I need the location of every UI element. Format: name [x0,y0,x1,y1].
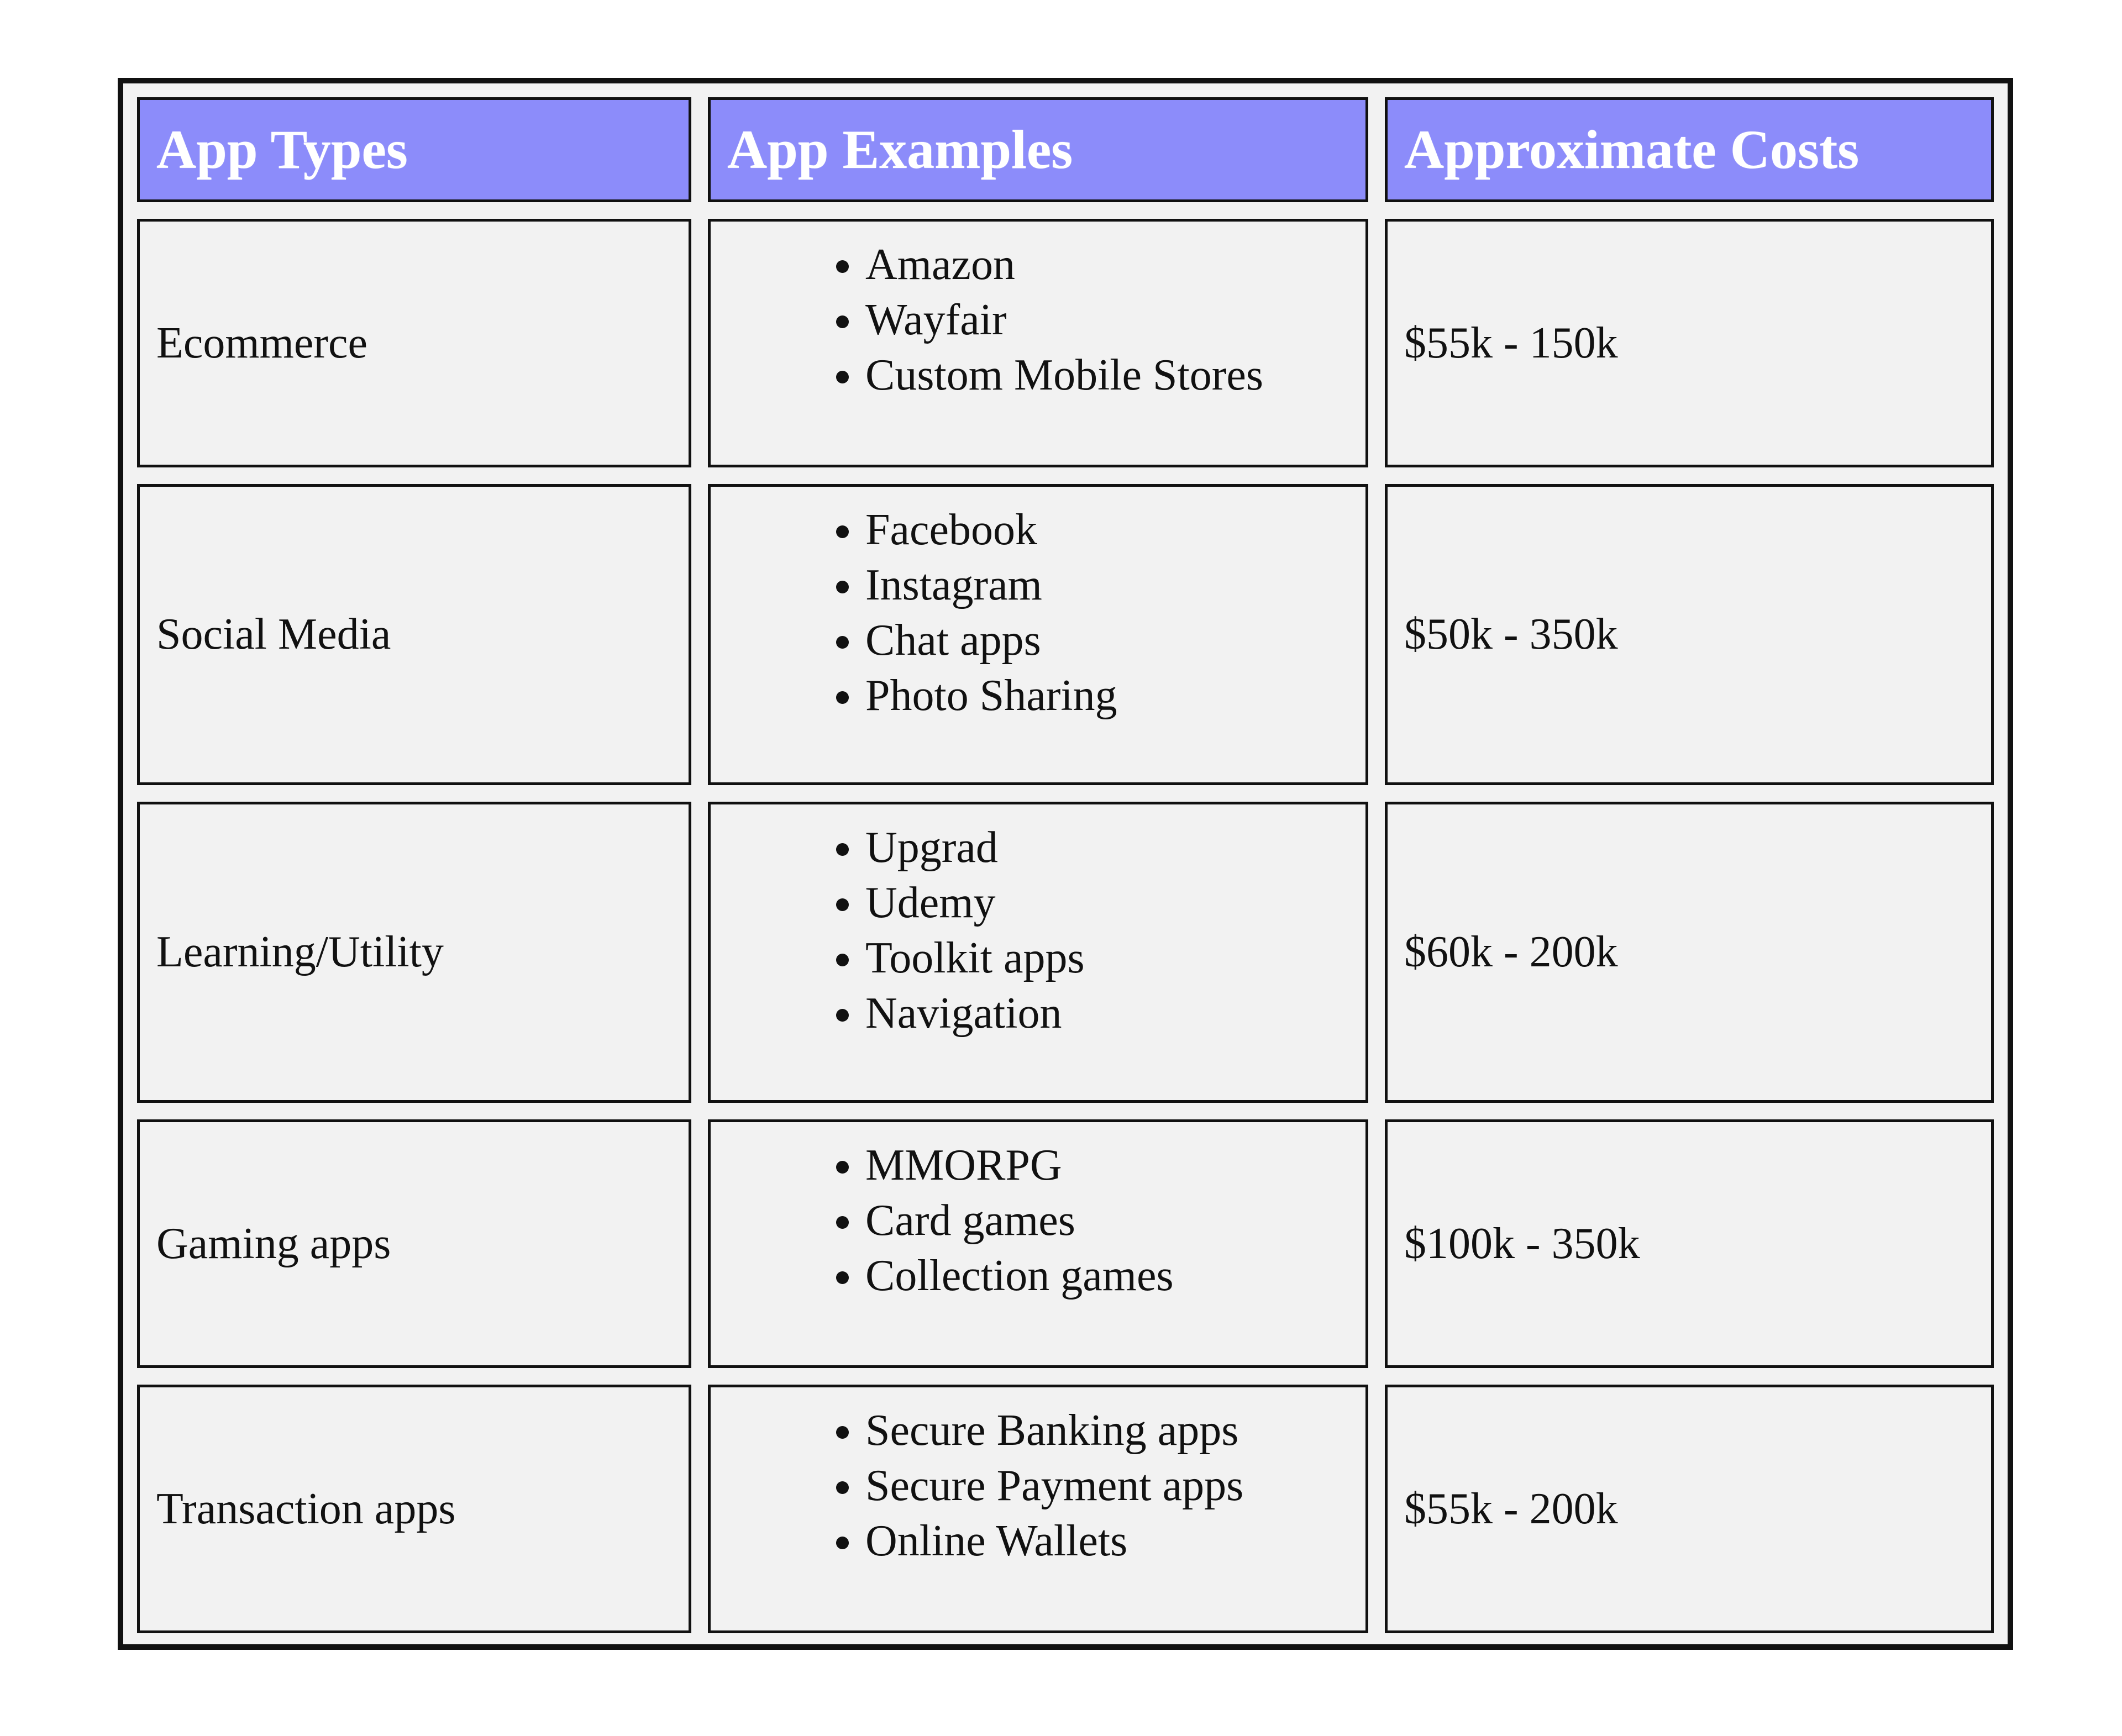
list-item: • Wayfair [865,292,1349,348]
cost-cell: $55k - 200k [1385,1385,1994,1633]
list-item: • Secure Banking apps [865,1403,1349,1458]
list-item: • Toolkit apps [865,930,1349,986]
cost-cell: $100k - 350k [1385,1119,1994,1368]
examples-list [727,502,1349,723]
app-examples-cell [708,484,1368,785]
app-type-cell: Gaming apps [137,1119,691,1368]
list-item: • Instagram [865,557,1349,613]
list-item: • Photo Sharing [865,668,1349,723]
cost-cell: $50k - 350k [1385,484,1994,785]
cost-cell: $55k - 150k [1385,219,1994,467]
header-approximate-costs: Approximate Costs [1385,97,1994,202]
header-app-types: App Types [137,97,691,202]
table-frame [118,78,2013,1650]
app-cost-table [120,81,2010,1650]
list-item: • Amazon [865,237,1349,292]
list-item: • Facebook [865,502,1349,557]
table-row [137,1119,1994,1368]
list-item: • Chat apps [865,613,1349,668]
table-row [137,484,1994,785]
examples-list [727,1403,1349,1569]
examples-list [727,820,1349,1041]
header-row [137,97,1994,202]
header-app-examples: App Examples [708,97,1368,202]
app-examples-cell [708,1385,1368,1633]
examples-list [727,1138,1349,1303]
list-item: • Udemy [865,875,1349,930]
app-type-cell: Transaction apps [137,1385,691,1633]
app-examples-cell [708,802,1368,1103]
app-examples-cell [708,1119,1368,1368]
cost-cell: $60k - 200k [1385,802,1994,1103]
list-item: • Custom Mobile Stores [865,348,1349,403]
list-item: • Secure Payment apps [865,1458,1349,1513]
list-item: • Collection games [865,1248,1349,1303]
list-item: • Navigation [865,986,1349,1041]
list-item: • Online Wallets [865,1513,1349,1569]
app-type-cell: Ecommerce [137,219,691,467]
list-item: • Card games [865,1193,1349,1248]
table-row [137,219,1994,467]
app-type-cell: Learning/Utility [137,802,691,1103]
list-item: • MMORPG [865,1138,1349,1193]
examples-list [727,237,1349,403]
list-item: • Upgrad [865,820,1349,875]
table-row [137,802,1994,1103]
app-examples-cell [708,219,1368,467]
table-row [137,1385,1994,1633]
app-type-cell: Social Media [137,484,691,785]
